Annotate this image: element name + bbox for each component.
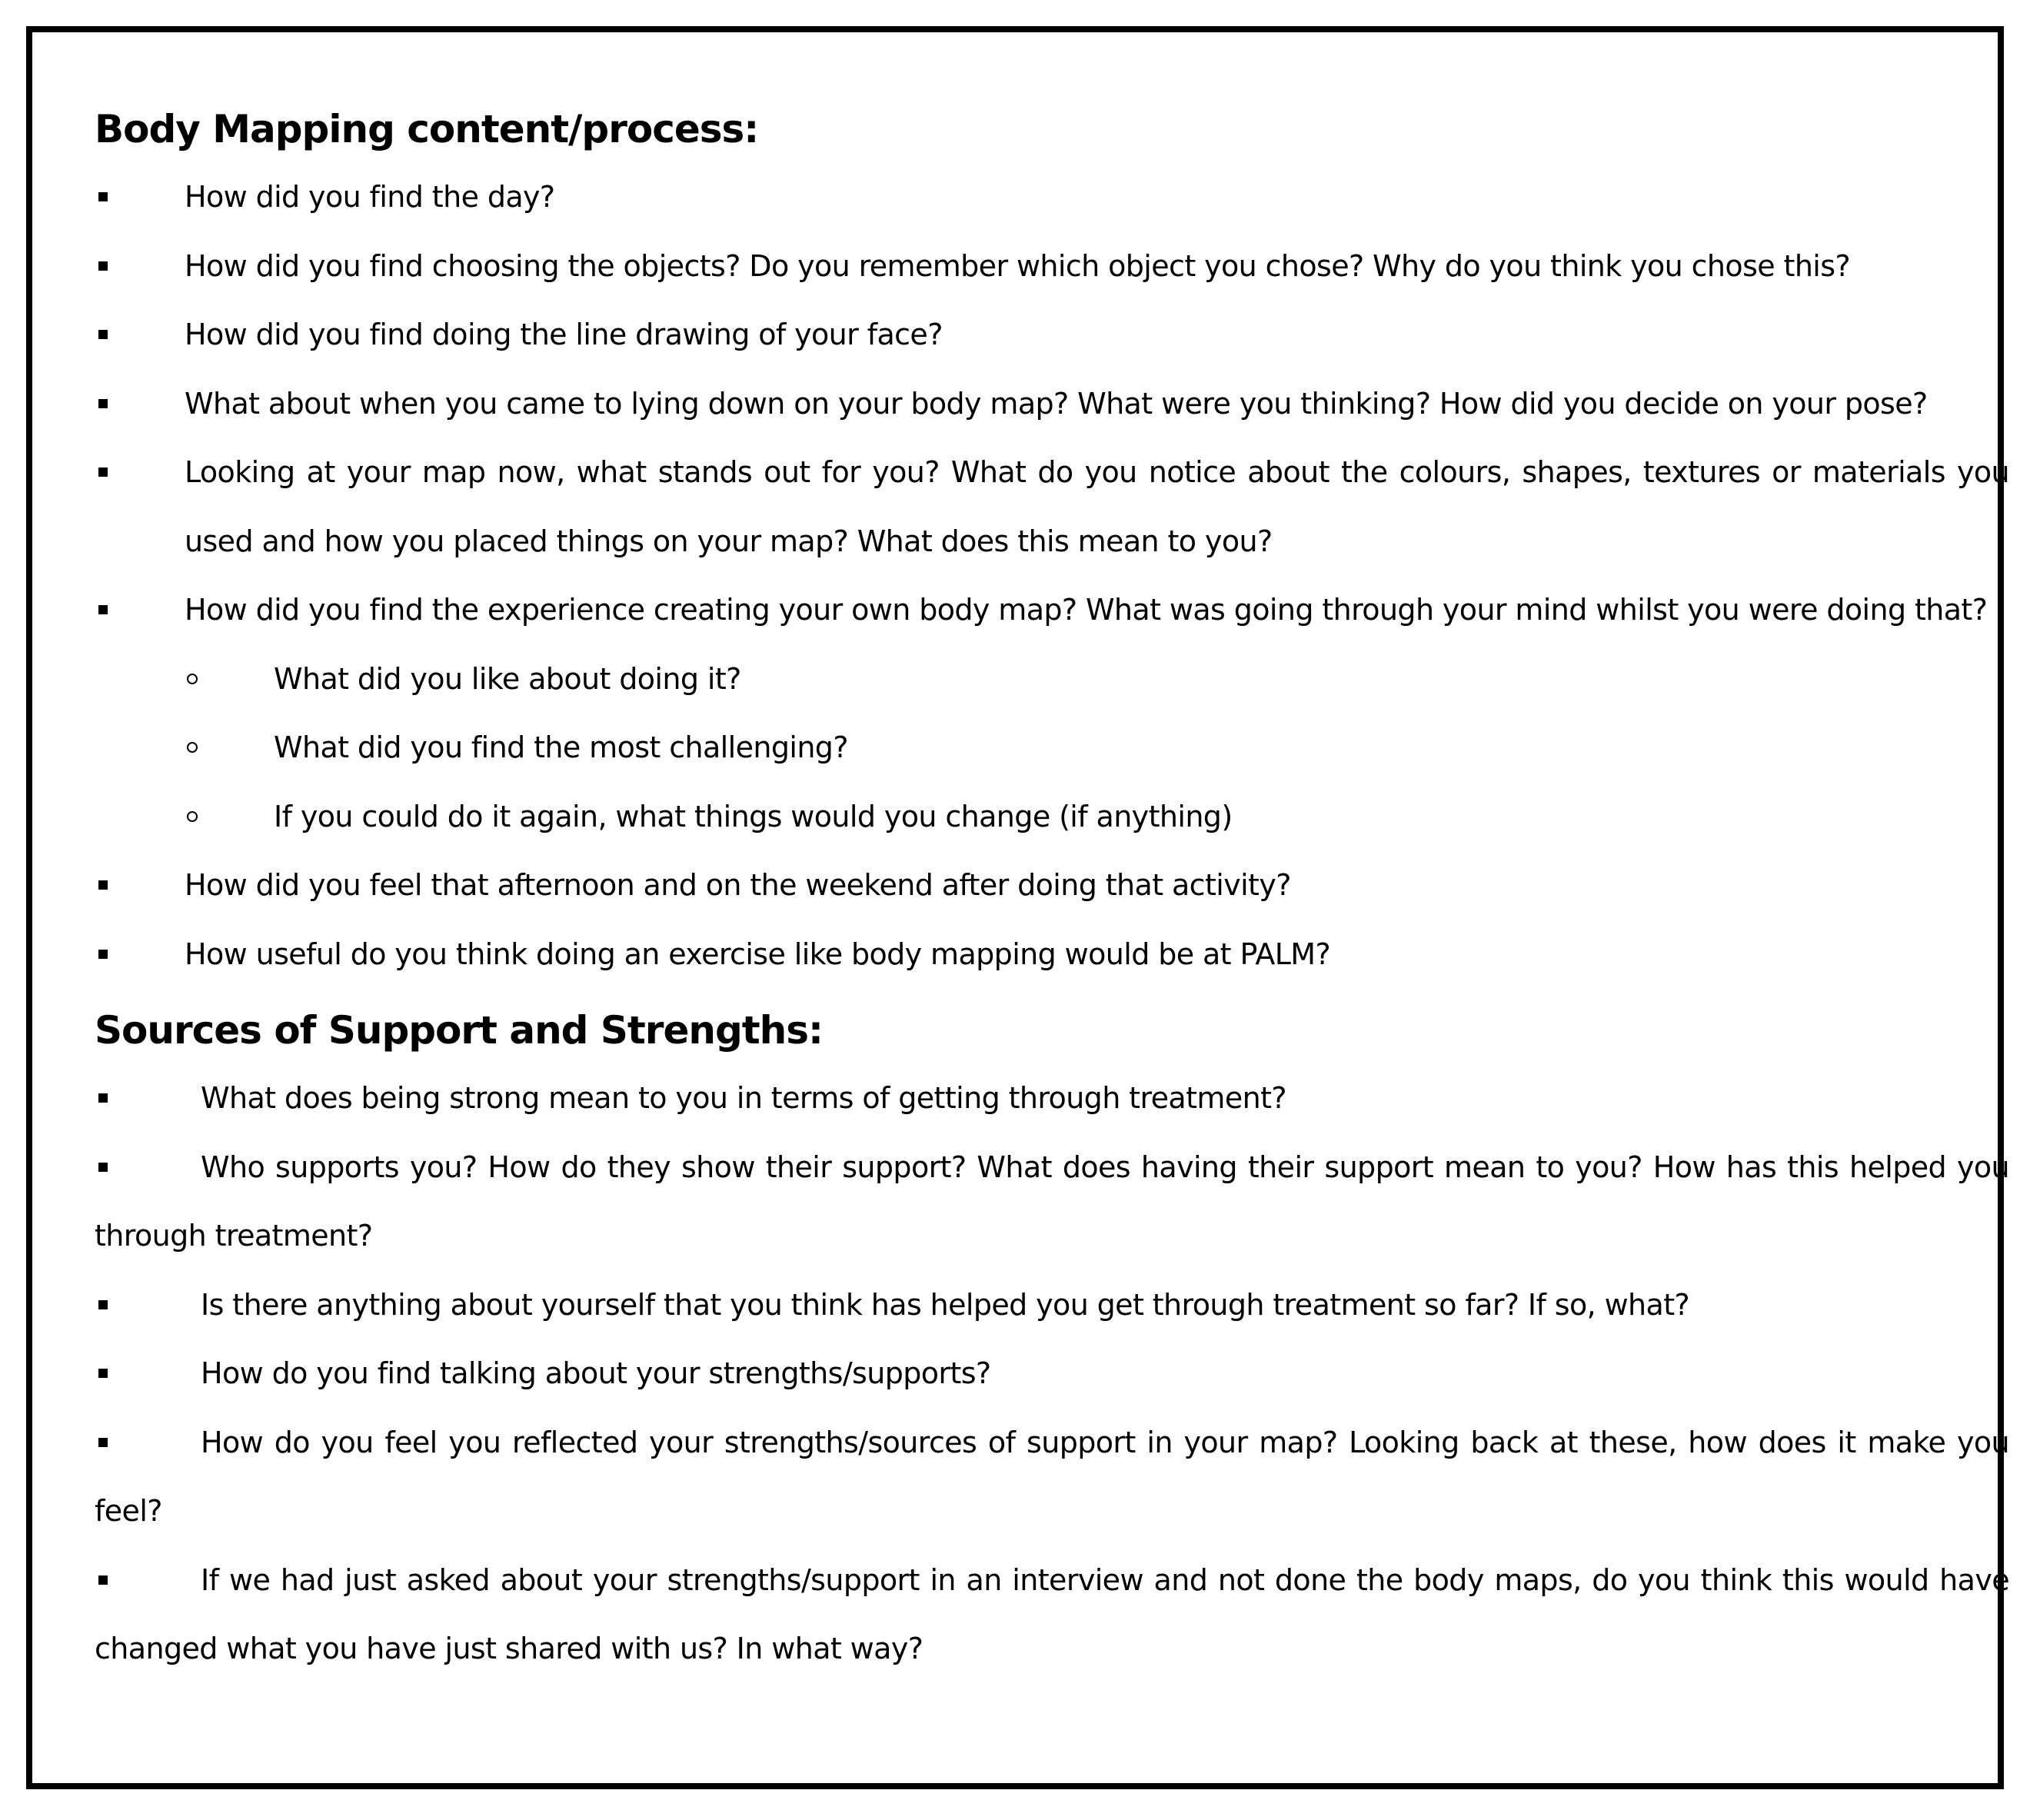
section-sources-of-support: [95, 1001, 2009, 1684]
list-item: [95, 370, 2009, 439]
list-item-text: How did you find the experience creating your own body map? What was going through your mind whilst you were doing that?: [185, 593, 1988, 627]
circle-bullet-icon: [187, 674, 198, 684]
sub-list-item: [95, 714, 2009, 783]
square-bullet-icon: [98, 1438, 108, 1447]
list-item: [95, 1409, 2009, 1546]
list-item-text: What about when you came to lying down on your body map? What were you thinking? How did you decide on your pose?: [185, 386, 1928, 421]
list-item-text: How did you find doing the line drawing of your face?: [185, 318, 943, 351]
square-bullet-icon: [98, 1093, 108, 1103]
list-item-text: What does being strong mean to you in terms of getting through treatment?: [201, 1081, 1286, 1115]
list-item-text: What did you find the most challenging?: [274, 730, 848, 764]
list-item-text: If you could do it again, what things would you change (if anything): [274, 799, 1233, 833]
circle-bullet-icon: [187, 742, 198, 753]
document-frame: [26, 26, 2009, 1789]
list-item: [95, 851, 2009, 920]
sub-list-item: [95, 783, 2009, 852]
square-bullet-icon: [98, 399, 108, 408]
square-bullet-icon: [98, 261, 108, 271]
list-item-text: How do you find talking about your strengths/supports?: [201, 1356, 991, 1390]
list-item-text: How did you find choosing the objects? Do you remember which object you chose? Why do you think you chose this?: [185, 248, 1851, 283]
list-item-text: Who supports you? How do they show their support? What does having their support mean to you? How has this helped you through treatment?: [95, 1150, 2009, 1253]
section-heading: Body Mapping content/process:: [95, 107, 759, 151]
list-item-text: How did you find the day?: [185, 180, 555, 214]
square-bullet-icon: [98, 880, 108, 890]
document-content: [95, 100, 2009, 1684]
list-item-text: How do you feel you reflected your strengths/sources of support in your map? Looking back at these, how does it make you feel?: [95, 1425, 2009, 1528]
square-bullet-icon: [98, 1300, 108, 1309]
list-item: [95, 1339, 2009, 1409]
list-item: [95, 1133, 2009, 1271]
list-item-text: Is there anything about yourself that you think has helped you get through treatment so far? If so, what?: [201, 1287, 1690, 1322]
list-item-text: How useful do you think doing an exercise like body mapping would be at PALM?: [185, 937, 1331, 971]
square-bullet-icon: [98, 950, 108, 959]
section-heading: Sources of Support and Strengths:: [95, 1008, 824, 1053]
square-bullet-icon: [98, 192, 108, 201]
list-item: [95, 1546, 2009, 1684]
sub-list-item: [95, 645, 2009, 714]
list-item: [95, 438, 2009, 576]
square-bullet-icon: [98, 1369, 108, 1378]
list-item-text: How did you feel that afternoon and on the weekend after doing that activity?: [185, 868, 1291, 902]
list-item-text: What did you like about doing it?: [274, 661, 741, 696]
square-bullet-icon: [98, 330, 108, 339]
list-item: [95, 1271, 2009, 1340]
list-item-text: If we had just asked about your strengths/support in an interview and not done the body maps, do you think this would have changed what you have just shared with us? In what way?: [95, 1562, 2009, 1665]
section-body-mapping: [95, 100, 2009, 989]
list-item-text: Looking at your map now, what stands out for you? What do you notice about the colours, shapes, textures or materials you used and how you placed things on your map? What does this mean to you?: [185, 455, 2009, 558]
list-item: [95, 163, 2009, 232]
square-bullet-icon: [98, 605, 108, 614]
square-bullet-icon: [98, 467, 108, 477]
square-bullet-icon: [98, 1575, 108, 1585]
circle-bullet-icon: [187, 811, 198, 822]
list-item: [95, 301, 2009, 370]
list-item: [95, 920, 2009, 990]
list-item: [95, 576, 2009, 645]
list-item: [95, 232, 2009, 301]
square-bullet-icon: [98, 1163, 108, 1172]
list-item: [95, 1064, 2009, 1133]
